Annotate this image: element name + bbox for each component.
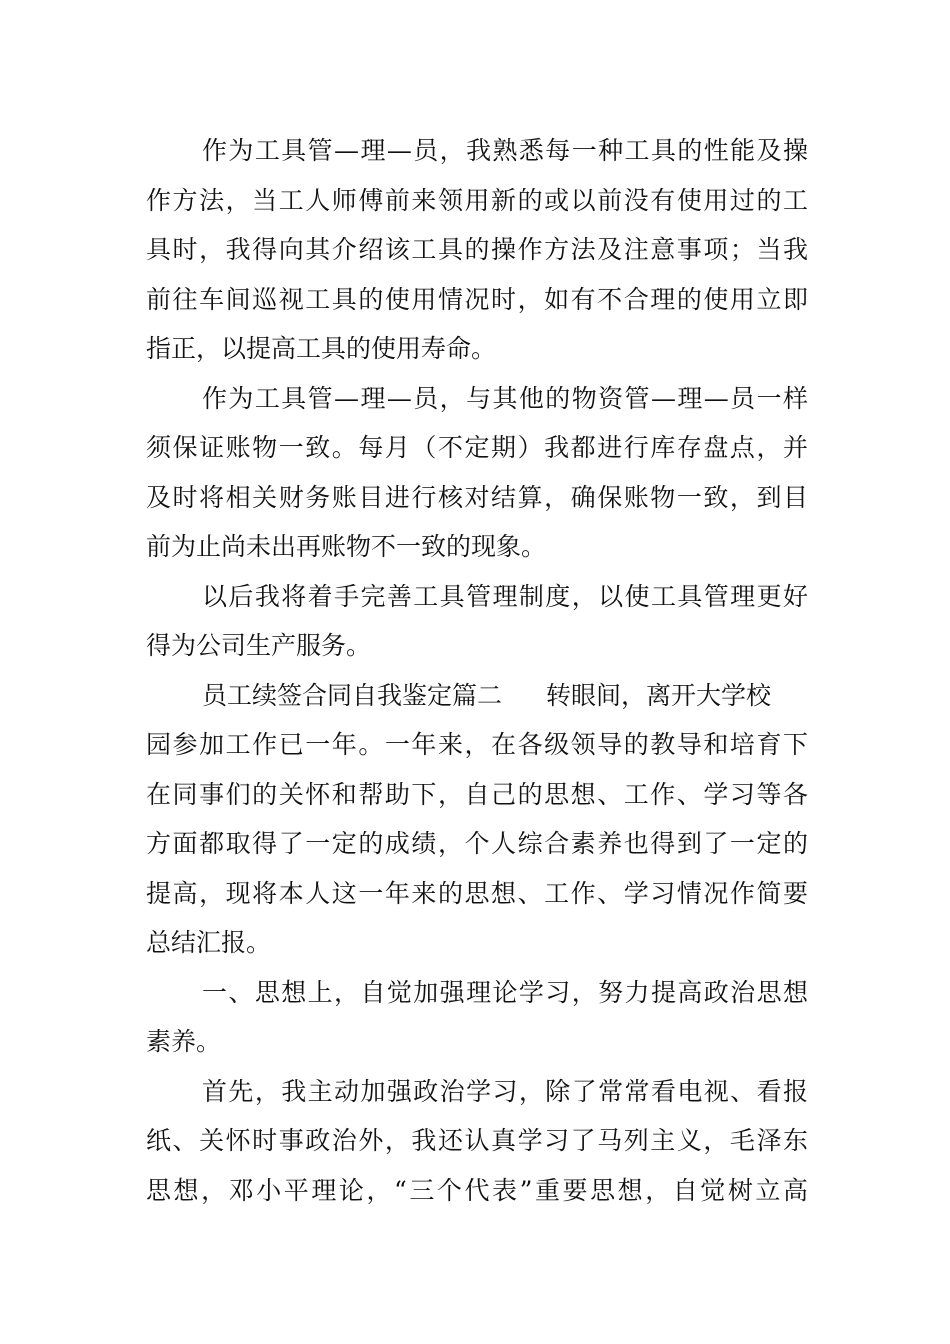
text-line: 提高，现将本人这一年来的思想、工作、学习情况作简要 (146, 878, 808, 908)
text-line: 及时将相关财务账目进行核对结算，确保账物一致，到目 (146, 482, 808, 512)
text-line: 总结汇报。 (146, 928, 272, 957)
text-line: 首先，我主动加强政治学习，除了常常看电视、看报 (202, 1076, 808, 1106)
text-line: 具时，我得向其介绍该工具的操作方法及注意事项；当我 (146, 235, 808, 264)
section-heading: 员工续签合同自我鉴定篇二 (202, 680, 503, 710)
text-line: 一、思想上，自觉加强理论学习，努力提高政治思想 (202, 977, 808, 1007)
text-line: 前往车间巡视工具的使用情况时，如有不合理的使用立即 (146, 284, 808, 314)
document-body (146, 126, 808, 1215)
text-line: 得为公司生产服务。 (146, 631, 372, 660)
text-line: 思想，邓小平理论，“三个代表”重要思想，自觉树立高 (146, 1175, 808, 1205)
text-line: 作为工具管—理—员，我熟悉每一种工具的性能及操 (202, 136, 808, 165)
text-line: 以后我将着手完善工具管理制度，以使工具管理更好 (202, 581, 808, 611)
text-line: 在同事们的关怀和帮助下，自己的思想、工作、学习等各 (146, 779, 808, 809)
section-heading-line (146, 671, 808, 721)
text-line: 前为止尚未出再账物不一致的现象。 (146, 532, 547, 561)
text-line: 指正，以提高工具的使用寿命。 (146, 334, 497, 363)
text-line: 须保证账物一致。每月（不定期）我都进行库存盘点，并 (146, 433, 808, 462)
text-line: 素养。 (146, 1027, 222, 1056)
text-line: 作方法，当工人师傅前来领用新的或以前没有使用过的工 (146, 185, 808, 215)
text-line: 纸、关怀时事政治外，我还认真学习了马列主义，毛泽东 (146, 1126, 808, 1155)
text-line: 园参加工作已一年。一年来，在各级领导的教导和培育下 (146, 730, 808, 759)
text-line: 方面都取得了一定的成绩，个人综合素养也得到了一定的 (146, 829, 808, 858)
text-fragment: 转眼间，离开大学校 (546, 680, 772, 710)
text-line: 作为工具管—理—员，与其他的物资管—理—员一样 (202, 383, 808, 413)
